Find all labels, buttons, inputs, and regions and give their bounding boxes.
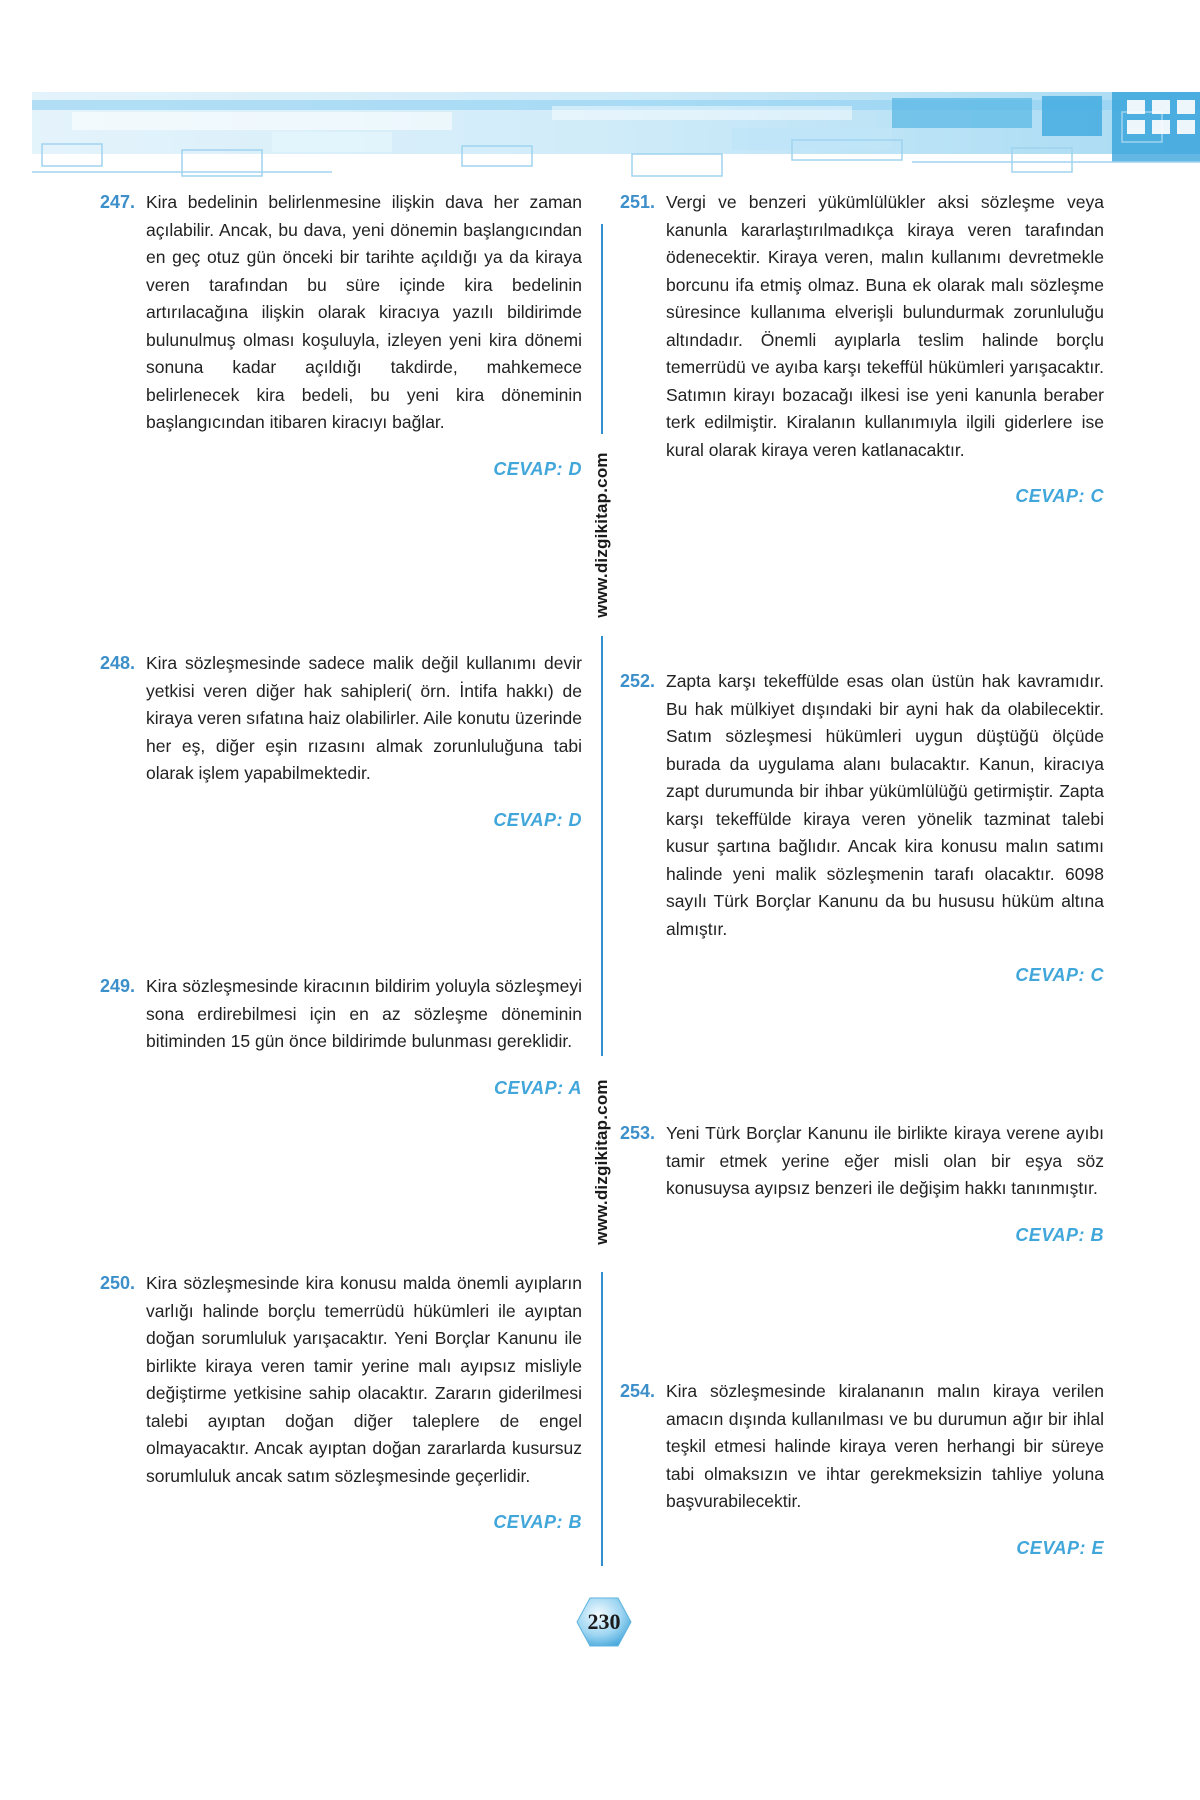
question-number: 247. — [100, 192, 136, 212]
answer-label: CEVAP: B — [1015, 1224, 1104, 1245]
question-text: Vergi ve benzeri yükümlülükler aksi sözleşme veya kanunla kararlaştırılmadıkça kiraya veren tarafından ödenecektir. Kiraya veren, malın kullanımı devretmekle borcunu ifa etmiş olmaz. Buna ek olarak malı sözleşme süresince kullanıma elverişli bulundurmak zorunluluğu altındadır. Önemli ayıplarla teslim halinde borçlu temerrüdü ve ayıba karşı tekeffül hükümleri yarışacaktır. Satımın kirayı bozacağı ilkesi ise yeni kanunla beraber terk edilmiştir. Kiralanın kullanımıyla ilgili giderlere ise kural olarak kiraya veren katlanacaktır. — [666, 192, 1104, 460]
question-number: 248. — [100, 653, 136, 673]
column-divider — [601, 224, 603, 434]
column-divider — [601, 636, 603, 1056]
watermark-text: www.dizgikitap.com — [592, 1079, 611, 1245]
question-text: Zapta karşı tekeffülde esas olan üstün hak kavramıdır. Bu hak mülkiyet dışındaki bir ayni hak da olabilecektir. Satım sözleşmesi hükümleri uygun düştüğü ölçüde burada da uygulama alanı bulacaktır. Kanun, kiracıya zapt durumunda bir ihbar yükümlülüğü getirmiştir. Zapta karşı tekeffülde kiraya veren yönelik tazminat talebi kusur şartına bağlıdır. Ancak kira konusu malın satımı halinde yeni malik sözleşmenin tarafı olacaktır. 6098 sayılı Türk Borçlar Kanunu da bu hususu hüküm altına almıştır. — [666, 671, 1104, 939]
question-250 — [100, 1270, 582, 1533]
question-251 — [620, 189, 1104, 507]
column-divider — [601, 1272, 603, 1566]
question-text: Kira sözleşmesinde kira konusu malda önemli ayıpların varlığı halinde borçlu temerrüdü hükümleri ile ayıptan doğan sorumluluk yarışacaktır. Yeni Borçlar Kanunu ile birlikte kiraya veren tamir yerine malı ayıpsız misliyle değiştirme yetkisine sahip olacaktır. Zararın giderilmesi talebi ayıptan doğan diğer taleplere de engel olmayacaktır. Ancak ayıptan doğan zararlarda kusursuz sorumluluk ancak satım sözleşmesinde geçerlidir. — [146, 1273, 582, 1486]
page-number: 230 — [587, 1609, 621, 1634]
answer-label: CEVAP: A — [493, 1077, 582, 1098]
answer-label: CEVAP: D — [493, 809, 582, 830]
question-number: 253. — [620, 1123, 656, 1143]
answer-label: CEVAP: B — [493, 1512, 582, 1532]
question-number: 250. — [100, 1273, 136, 1293]
question-248 — [100, 650, 582, 831]
answer-label: CEVAP: E — [1016, 1537, 1104, 1558]
question-254 — [620, 1378, 1104, 1559]
question-text: Kira sözleşmesinde kiralananın malın kiraya verilen amacın dışında kullanılması ve bu durumun ağır bir ihlal teşkil etmesi halinde kiraya veren herhangi bir süreye tabi olmaksızın ve ihtar gerekmeksizin tahliye yoluna başvurabilecektir. — [666, 1381, 1104, 1511]
answer-label: CEVAP: C — [1015, 486, 1104, 506]
question-247 — [100, 189, 582, 480]
header-decoration — [32, 92, 1200, 192]
watermark-text: www.dizgikitap.com — [592, 452, 611, 618]
question-text: Kira sözleşmesinde sadece malik değil kullanımı devir yetkisi veren diğer hak sahipleri( örn. İntifa hakkı) de kiraya veren sıfatına haiz olabilirler. Aile konutu üzerinde her eş, diğer eşin rızasını almak zorunluluğuna tabi olarak işlem yapabilmektedir. — [146, 653, 582, 783]
question-text: Yeni Türk Borçlar Kanunu ile birlikte kiraya verene ayıbı tamir etmek yerine eğer misli olan bir eşya söz konusuysa ayıpsız benzeri ile değişim hakkı tanınmıştır. — [666, 1123, 1104, 1198]
question-number: 249. — [100, 976, 136, 996]
question-text: Kira sözleşmesinde kiracının bildirim yoluyla sözleşmeyi sona erdirebilmesi için en az sözleşme döneminin bitiminden 15 gün önce bildirimde bulunması gereklidir. — [146, 976, 582, 1051]
question-252 — [620, 668, 1104, 986]
answer-label: CEVAP: D — [493, 458, 582, 479]
question-text: Kira bedelinin belirlenmesine ilişkin dava her zaman açılabilir. Ancak, bu dava, yeni dönemin başlangıcından en geç otuz gün önceki bir tarihte açıldığı ya da kiraya veren tarafından bu süre içinde kira bedelinin artırılacağına ilişkin olarak kiracıya yazılı bildirimde bulunulmuş olması koşuluyla, izleyen yeni kira dönemi sonuna kadar açıldığı takdirde, mahkemece belirlenecek kira bedeli, bu yeni kira döneminin başlangıcından itibaren kiracıyı bağlar. — [146, 192, 582, 432]
question-number: 251. — [620, 192, 656, 212]
question-249 — [100, 973, 582, 1099]
question-number: 252. — [620, 671, 656, 691]
question-253 — [620, 1120, 1104, 1246]
question-number: 254. — [620, 1381, 656, 1401]
answer-label: CEVAP: C — [1015, 965, 1104, 985]
